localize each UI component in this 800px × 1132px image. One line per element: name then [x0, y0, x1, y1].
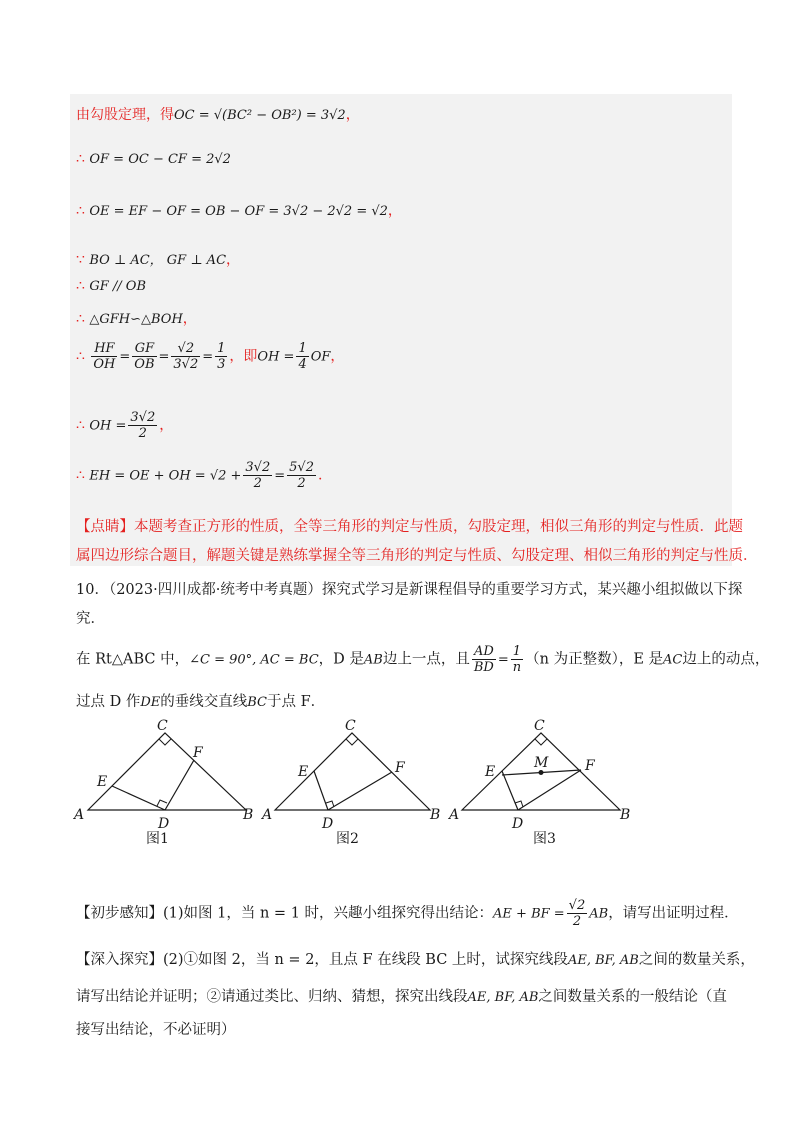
problem-intro-line-1: 10．（2023·四川成都·统考中考真题）探究式学习是新课程倡导的重要学习方式，某兴趣小组拟做以下探	[76, 582, 743, 598]
fraction-gf-ob: $\frac{GF}{OB}$	[134, 341, 155, 372]
problem-condition-line: 在 Rt△ABC 中，∠C = 90°, AC = BC，D 是AB边上一点，且 $\frac{AD}{BD}$ = $\frac{1}{n}$ （n 为正整数），E 是AC边上的动点，	[76, 644, 770, 675]
fraction-ad-bd: $\frac{AD}{BD}$	[473, 644, 494, 675]
fig2-label-d: D	[322, 816, 334, 832]
fig2-segment-de	[314, 771, 328, 810]
figures-row	[0, 715, 800, 865]
fraction-hf-oh: $\frac{HF}{OH}$	[93, 341, 116, 372]
fig2-segment-df	[328, 772, 392, 810]
fig3-right-angle-c	[535, 739, 547, 745]
fig3-segment-de	[502, 771, 518, 810]
solution-line-9: ∴ EH = OE + OH = √2 + $\frac{3√2}{2}$ = $\frac{5√2}{2}$ .	[76, 460, 323, 491]
figure-3	[447, 718, 630, 847]
fig1-segment-de	[112, 786, 165, 810]
solution-line-5: ∴ GF // OB	[76, 278, 147, 294]
solution-line-3: ∴ OE = EF − OF = OB − OF = 3√2 − 2√2 = √2，	[76, 203, 402, 219]
fig2-label-a: A	[262, 807, 273, 823]
solution-line-7: ∴ $\frac{HF}{OH}$ = $\frac{GF}{OB}$ = $\frac{√2}{3√2}$ = $\frac{1}{3}$ ，即OH = $\frac{1}{4}$ OF，	[76, 341, 345, 372]
fig2-label-f: F	[395, 760, 405, 776]
fig3-label-m: M	[534, 755, 549, 771]
fig1-label-d: D	[158, 816, 170, 832]
figure-2	[260, 718, 440, 847]
fig1-label-f: F	[193, 745, 203, 761]
fraction-one-third: $\frac{1}{3}$	[217, 341, 226, 372]
fig2-caption: 图2	[336, 831, 359, 847]
figure-1	[72, 718, 253, 847]
fig2-label-b: B	[430, 807, 441, 823]
fig3-caption: 图3	[533, 831, 556, 847]
fig1-label-b: B	[243, 807, 254, 823]
part-1-line: 【初步感知】(1)如图 1，当 n = 1 时，兴趣小组探究得出结论：AE + BF = $\frac{√2}{2}$ AB，请写出证明过程．	[76, 898, 739, 929]
fig3-label-d: D	[512, 816, 524, 832]
solution-line-2: ∴ OF = OC − CF = 2√2	[76, 151, 231, 167]
fraction-1-n: $\frac{1}{n}$	[512, 644, 522, 675]
fig3-label-a: A	[449, 807, 460, 823]
fraction-root2-over-2: $\frac{√2}{2}$	[568, 898, 586, 929]
part-2-line-2: 请写出结论并证明；②请通过类比、归纳、猜想，探究出线段AE, BF, AB之间数量关系的一般结论（直	[76, 989, 727, 1005]
fig1-label-c: C	[157, 718, 168, 734]
fig1-right-angle-d	[157, 800, 167, 806]
fig3-label-e: E	[485, 764, 496, 780]
fraction-3root2-2: $\frac{3√2}{2}$	[130, 410, 156, 441]
problem-intro-line-2: 究．	[76, 611, 105, 627]
fig3-label-c: C	[534, 718, 545, 734]
fig1-label-e: E	[97, 774, 108, 790]
solution-line-1: 由勾股定理，得OC = √(BC² − OB²) = 3√2，	[76, 107, 360, 123]
fig2-right-angle-c	[346, 739, 358, 745]
fraction-one-fourth: $\frac{1}{4}$	[298, 341, 307, 372]
fig3-label-b: B	[620, 807, 631, 823]
fig1-segment-df	[165, 760, 194, 810]
problem-construction-line: 过点 D 作DE的垂线交直线BC于点 F．	[76, 694, 326, 710]
fig1-right-angle-c	[159, 739, 171, 745]
comment-line-1: 【点睛】本题考查正方形的性质，全等三角形的判定与性质，勾股定理，相似三角形的判定与性质．此题	[76, 519, 743, 535]
part-2-line-3: 接写出结论，不必证明）	[76, 1022, 236, 1038]
fig2-label-c: C	[345, 718, 356, 734]
fig3-segment-df	[518, 770, 581, 810]
fig1-caption: 图1	[146, 831, 169, 847]
comment-line-2: 属四边形综合题目，解题关键是熟练掌握全等三角形的判定与性质、勾股定理、相似三角形的判定与性质．	[76, 548, 758, 564]
fig2-label-e: E	[298, 764, 309, 780]
fraction-root2: $\frac{√2}{3√2}$	[173, 341, 199, 372]
solution-line-6: ∴ △GFH∽△BOH，	[76, 311, 197, 327]
solution-line-8: ∴ OH = $\frac{3√2}{2}$ ，	[76, 410, 174, 441]
fig1-label-a: A	[74, 807, 85, 823]
solution-line-4: ∵ BO ⊥ AC， GF ⊥ AC，	[76, 252, 241, 268]
fraction-5root2-2: $\frac{5√2}{2}$	[289, 460, 314, 491]
fraction-3root2-2b: $\frac{3√2}{2}$	[245, 460, 271, 491]
fig3-label-f: F	[585, 758, 595, 774]
part-2-line-1: 【深入探究】(2)①如图 2，当 n = 2，且点 F 在线段 BC 上时，试探究线段AE, BF, AB之间的数量关系，	[76, 952, 755, 968]
fig1-triangle	[88, 733, 246, 810]
